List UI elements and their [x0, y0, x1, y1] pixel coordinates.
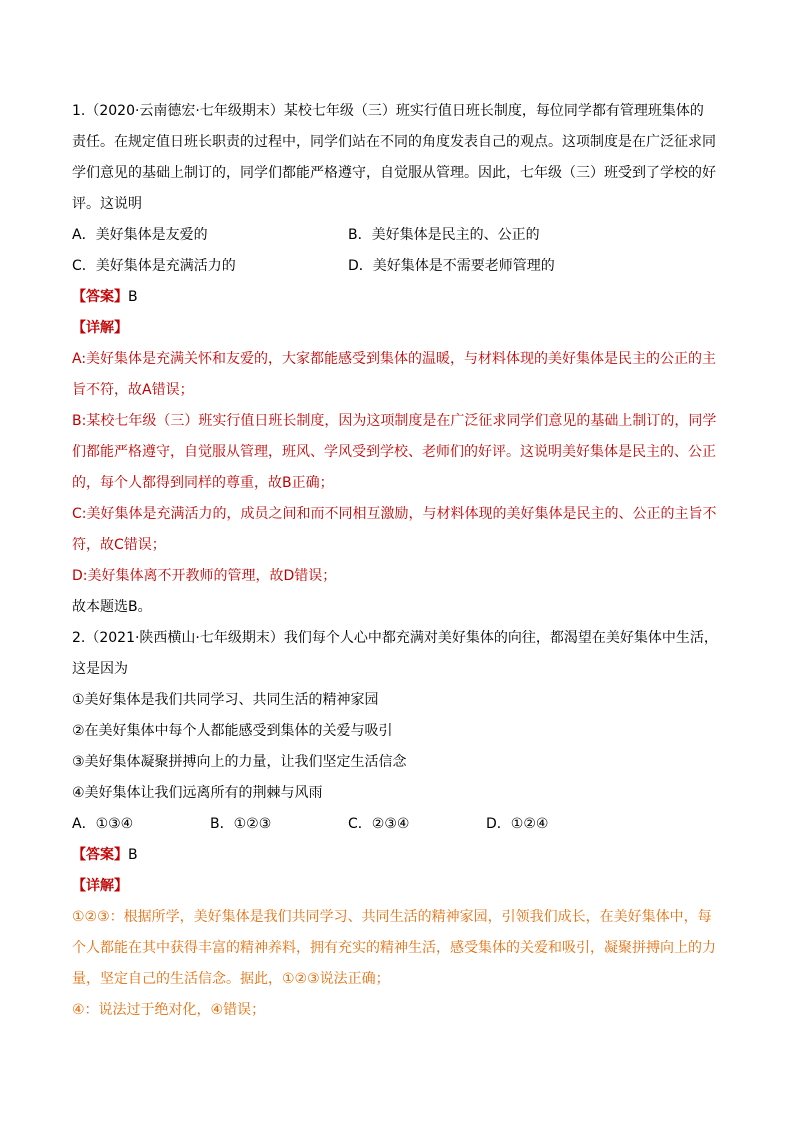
statement-item: ②在美好集体中每个人都能感受到集体的关爱与吸引 — [72, 723, 393, 739]
option-b: B．①②③ — [210, 816, 272, 832]
statement-item: ④美好集体让我们远离所有的荆棘与风雨 — [72, 785, 323, 801]
answer-value: B — [128, 289, 138, 305]
detail-heading — [72, 871, 732, 902]
options-row — [72, 251, 732, 282]
explanation-line: D:美好集体离不开教师的管理，故D错误； — [72, 568, 337, 584]
detail-heading — [72, 313, 732, 344]
conclusion-line: 故本题选B。 — [72, 599, 152, 615]
detail-label: 【详解】 — [72, 320, 128, 336]
question-stem-line: 这是因为 — [72, 661, 128, 677]
detail-label: 【详解】 — [72, 878, 128, 894]
explanation-line: ①②③：根据所学，美好集体是我们共同学习、共同生活的精神家园，引领我们成长，在美好集体中，每 — [72, 909, 712, 925]
option-c: C．②③④ — [348, 816, 410, 832]
answer-value: B — [128, 847, 138, 863]
answer-line — [72, 282, 732, 313]
options-row — [72, 809, 732, 840]
question-stem-line: 2.（2021·陕西横山·七年级期末）我们每个人心中都充满对美好集体的向往，都渴望在美好集体中生活， — [72, 630, 718, 646]
explanation-line: C:美好集体是充满活力的，成员之间和而不同相互激励，与材料体现的美好集体是民主的、公正的主旨不 — [72, 506, 717, 522]
answer-line — [72, 840, 732, 871]
question-1 — [72, 96, 732, 623]
statement-item: ③美好集体凝聚拼搏向上的力量，让我们坚定生活信念 — [72, 754, 407, 770]
question-2 — [72, 623, 732, 1026]
option-c: C．美好集体是充满活力的 — [72, 258, 236, 274]
explanation-line: ④：说法过于绝对化，④错误； — [72, 1002, 266, 1018]
explanation-line: 个人都能在其中获得丰富的精神养料，拥有充实的精神生活，感受集体的关爱和吸引，凝聚拼搏向上的力 — [72, 940, 716, 956]
explanation-line: 的，每个人都得到同样的尊重，故B正确； — [72, 475, 334, 491]
explanation-line: 们都能严格遵守，自觉服从管理，班风、学风受到学校、老师们的好评。这说明美好集体是民主的、公正 — [72, 444, 716, 460]
option-b: B．美好集体是民主的、公正的 — [348, 227, 540, 243]
question-stem-line: 评。这说明 — [72, 196, 142, 212]
option-d: D．美好集体是不需要老师管理的 — [348, 258, 555, 274]
document-page — [72, 96, 732, 1026]
option-d: D．①②④ — [486, 816, 549, 832]
option-a: A．美好集体是友爱的 — [72, 227, 208, 243]
statement-item: ①美好集体是我们共同学习、共同生活的精神家园 — [72, 692, 379, 708]
explanation-line: 量，坚定自己的生活信念。据此，①②③说法正确； — [72, 971, 390, 987]
explanation-line: A:美好集体是充满关怀和友爱的，大家都能感受到集体的温暖，与材料体现的美好集体是民主的公正的主 — [72, 351, 717, 367]
explanation-line: 符，故C错误； — [72, 537, 166, 553]
option-a: A．①③④ — [72, 816, 134, 832]
explanation-line: B:某校七年级（三）班实行值日班长制度，因为这项制度是在广泛征求同学们意见的基础上制订的，同学 — [72, 413, 717, 429]
question-stem-line: 学们意见的基础上制订的，同学们都能严格遵守，自觉服从管理。因此，七年级（三）班受到了学校的好 — [72, 165, 716, 181]
options-row — [72, 220, 732, 251]
question-stem-line: 责任。在规定值日班长职责的过程中，同学们站在不同的角度发表自己的观点。这项制度是在广泛征求同 — [72, 134, 716, 150]
answer-label: 【答案】 — [72, 847, 128, 863]
explanation-line: 旨不符，故A错误； — [72, 382, 194, 398]
question-stem-line: 1.（2020·云南德宏·七年级期末）某校七年级（三）班实行值日班长制度，每位同学都有管理班集体的 — [72, 103, 704, 119]
answer-label: 【答案】 — [72, 289, 128, 305]
